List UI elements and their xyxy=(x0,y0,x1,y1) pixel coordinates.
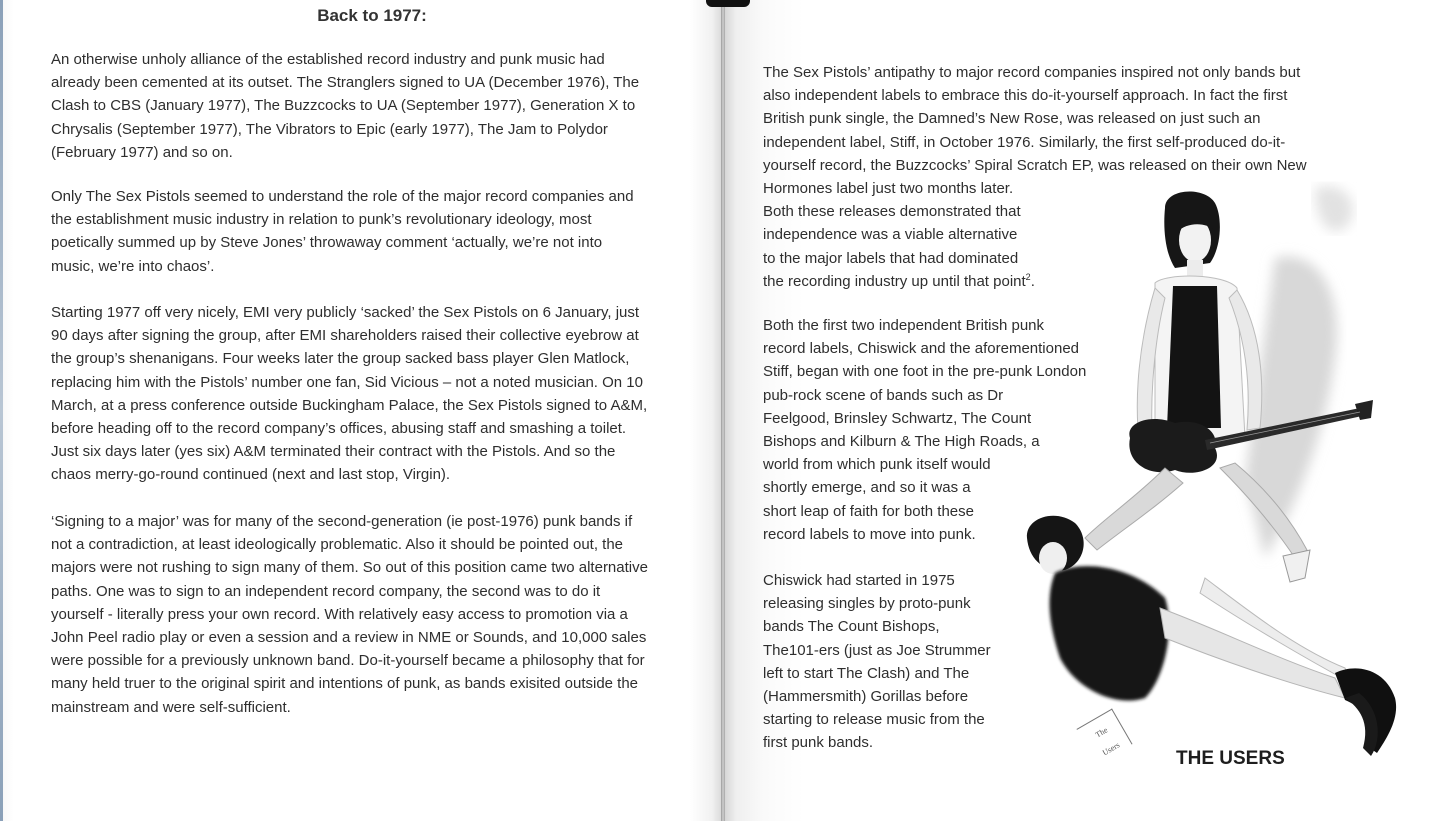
section-heading: Back to 1977: xyxy=(317,6,427,25)
last-line-with-footnote: the recording industry up until that point$^2$. xyxy=(763,271,1035,290)
left-paragraph-3: Starting 1977 off very nicely, EMI very publicly ‘sacked’ the Sex Pistols on 6 January, just 90 days after signing the group, after EMI shareholders raised their collective eyebrow at the group’s shenanigans. Four weeks later the group sacked bass player Glen Matlock, replacing him with the Pistols’ number one fan, Sid Vicious – not a noted musician. On 10 March, at a press conference outside Buckingham Palace, the Sex Pistols signed to A&M, before heading off to the record company’s offices, abusing staff and smashing a toilet. Just six days later (yes six) A&M terminated their contract with the Pistols. And so the chaos merry-go-round continued (next and last stop, Virgin). xyxy=(51,304,648,484)
photo-caption: THE USERS xyxy=(1176,748,1285,769)
right-paragraph-2: Both the first two independent British punk record labels, Chiswick and the aforementioned Stiff, began with one foot in the pre-punk London pub-rock scene of bands such as Dr Feelgood, Brinsley Schwartz, The Count Bishops and Kilburn & The High Roads, a world from which punk itself would shortly emerge, and so it was a short leap of faith for both these record labels to move into punk. xyxy=(763,317,1087,543)
binding-notch xyxy=(706,0,750,7)
footnote-marker: 2 xyxy=(1025,271,1031,282)
left-paragraph-4: ‘Signing to a major’ was for many of the second-generation (ie post-1976) punk bands if not a contradiction, at least ideologically problematic. Also it should be pointed out, the majors were not rushing to sign many of them. So out of this position came two alternative paths. One was to sign to an independent record company, the second was to do it yourself - literally press your own record. With relatively easy access to promotion via a John Peel radio play or even a session and a review in NME or Sounds, and 10,000 sales were possible for a previously unknown band. Do-it-yourself became a philosophy that for many held truer to the original spirit and intentions of punk, as bands exisited outside the mainstream and were self-sufficient. xyxy=(51,513,648,716)
left-page-edge xyxy=(0,0,3,821)
left-paragraph-1: An otherwise unholy alliance of the established record industry and punk music had already been cemented at its outset. The Stranglers signed to UA (December 1976), The Clash to CBS (January 1977), The Buzzcocks to UA (September 1977), Generation X to Chrysalis (September 1977), The Vibrators to Epic (early 1977), The Jam to Polydor (February 1977) and so on. xyxy=(51,51,640,161)
left-paragraph-2: Only The Sex Pistols seemed to understand the role of the major record companies and the establishment music industry in relation to punk’s revolutionary ideology, most poetically summed up by Steve Jones’ throwaway comment ‘actually, we’re not into music, we’re into chaos’. xyxy=(51,188,634,275)
right-paragraph-3: Chiswick had started in 1975 releasing singles by proto-punk bands The Count Bishops, The101-ers (just as Joe Strummer left to start The Clash) and The (Hammersmith) Gorillas before starting to release music from the first punk bands. xyxy=(763,572,991,752)
page-gutter xyxy=(721,0,725,821)
right-paragraph-1: The Sex Pistols’ antipathy to major record companies inspired not only bands but also independent labels to embrace this do-it-yourself approach. In fact the first British punk single, the Damned’s New Rose, was released on just such an independent label, Stiff, in October 1976. Similarly, the first self-produced do-it- yourself record, the Buzzcocks’ Spiral Scratch EP, was released on their own New Hormones label just two months later. Both these releases demonstrated that independence was a viable alternative to the major labels that had dominated the recording industry up until that point$^2$. xyxy=(763,61,1333,293)
band-logo-stamp: The Users xyxy=(1076,708,1132,764)
